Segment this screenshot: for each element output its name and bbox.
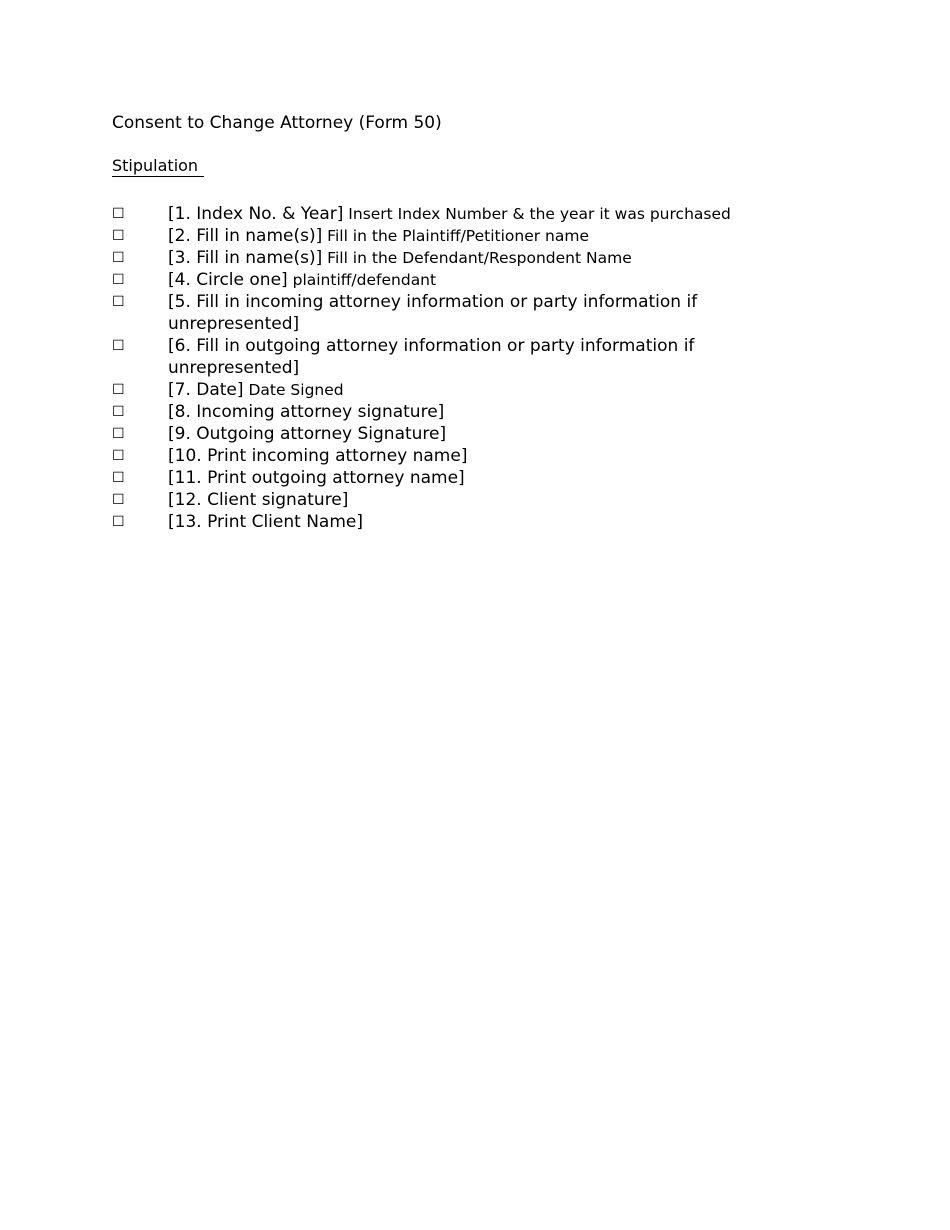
- item-label: [3. Fill in name(s)]: [168, 248, 323, 268]
- checklist-item: [112, 511, 832, 533]
- checklist-item-text: [168, 247, 738, 269]
- item-label: [13. Print Client Name]: [168, 512, 363, 532]
- checklist-item: [112, 247, 832, 269]
- checklist-item: [112, 291, 832, 335]
- checklist-item-text: [168, 423, 738, 445]
- checkbox-icon[interactable]: ☐: [112, 338, 125, 354]
- item-label: [12. Client signature]: [168, 490, 349, 510]
- checklist-item: [112, 423, 832, 445]
- checkbox-icon[interactable]: ☐: [112, 206, 125, 222]
- checkbox-icon[interactable]: ☐: [112, 470, 125, 486]
- checkbox-icon[interactable]: ☐: [112, 294, 125, 310]
- document-title: Consent to Change Attorney (Form 50): [112, 113, 442, 133]
- checklist-item: [112, 335, 832, 379]
- item-description: plaintiff/defendant: [287, 271, 437, 289]
- checklist-item: [112, 445, 832, 467]
- item-description: Insert Index Number & the year it was purchased: [343, 205, 731, 223]
- item-label: [11. Print outgoing attorney name]: [168, 468, 465, 488]
- item-label: [4. Circle one]: [168, 270, 288, 290]
- item-label: [9. Outgoing attorney Signature]: [168, 424, 447, 444]
- checkbox-icon[interactable]: ☐: [112, 426, 125, 442]
- item-label: [2. Fill in name(s)]: [168, 226, 323, 246]
- item-description: Fill in the Defendant/Respondent Name: [322, 249, 632, 267]
- item-label: [5. Fill in incoming attorney information or party information if unrepresented]: [168, 292, 698, 334]
- checklist-item-text: [168, 489, 738, 511]
- checklist: [112, 203, 832, 533]
- checklist-item: [112, 401, 832, 423]
- checklist-item-text: [168, 203, 738, 225]
- checklist-item: [112, 379, 832, 401]
- checkbox-icon[interactable]: ☐: [112, 448, 125, 464]
- checklist-item-text: [168, 401, 738, 423]
- checklist-item-text: [168, 291, 738, 335]
- item-label: [10. Print incoming attorney name]: [168, 446, 468, 466]
- item-label: [6. Fill in outgoing attorney information or party information if unrepresented]: [168, 336, 695, 378]
- item-label: [8. Incoming attorney signature]: [168, 402, 445, 422]
- section-heading-stipulation: Stipulation: [112, 156, 204, 177]
- checklist-item-text: [168, 269, 738, 291]
- item-label: [7. Date]: [168, 380, 244, 400]
- checklist-item: [112, 225, 832, 247]
- item-description: Fill in the Plaintiff/Petitioner name: [322, 227, 589, 245]
- document-page: [112, 112, 832, 533]
- checkbox-icon[interactable]: ☐: [112, 514, 125, 530]
- checklist-item-text: [168, 467, 738, 489]
- item-description: Date Signed: [243, 381, 344, 399]
- checkbox-icon[interactable]: ☐: [112, 404, 125, 420]
- checklist-item-text: [168, 445, 738, 467]
- checkbox-icon[interactable]: ☐: [112, 228, 125, 244]
- checkbox-icon[interactable]: ☐: [112, 382, 125, 398]
- checklist-item: [112, 203, 832, 225]
- checkbox-icon[interactable]: ☐: [112, 250, 125, 266]
- checklist-item-text: [168, 225, 738, 247]
- item-label: [1. Index No. & Year]: [168, 204, 344, 224]
- checklist-item-text: [168, 379, 738, 401]
- checkbox-icon[interactable]: ☐: [112, 272, 125, 288]
- checklist-item-text: [168, 511, 738, 533]
- checkbox-icon[interactable]: ☐: [112, 492, 125, 508]
- checklist-item: [112, 489, 832, 511]
- checklist-item: [112, 269, 832, 291]
- checklist-item-text: [168, 335, 738, 379]
- checklist-item: [112, 467, 832, 489]
